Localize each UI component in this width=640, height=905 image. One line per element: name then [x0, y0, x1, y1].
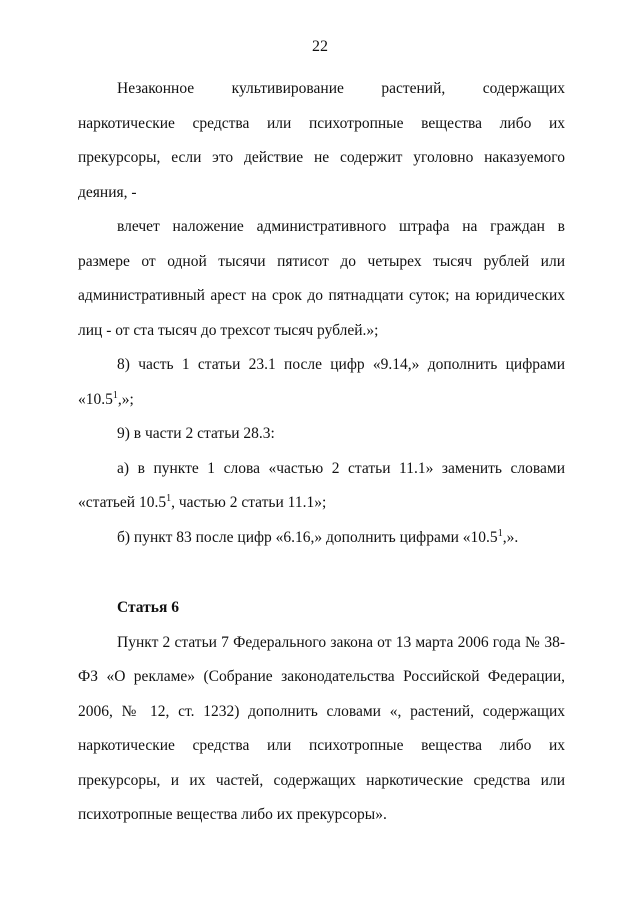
item-8-superscript: 1 [112, 389, 118, 401]
paragraph-offense-definition: Незаконное культивирование растений, содержащих наркотические средства или психотропные вещества либо их прекурсоры, если это действие не содержит уголовно наказуемого деяния, - [78, 80, 565, 201]
item-8-text: 8) часть 1 статьи 23.1 после цифр «9.14,» дополнить цифрами «10.5 [78, 356, 565, 408]
subitem-b-text: б) пункт 83 после цифр «6.16,» дополнить цифрами «10.5 [117, 528, 498, 546]
article-heading: Статья 6 [117, 599, 179, 616]
subitem-a-text-end: , частью 2 статьи 11.1»; [171, 494, 327, 511]
subitem-b-text-end: ,». [502, 528, 519, 546]
subitem-a-text: а) в пункте 1 слова «частью 2 статьи 11.1» заменить словами «статьей 10.5 [78, 459, 565, 511]
paragraph-penalty: влечет наложение административного штрафа на граждан в размере от одной тысячи пятисот до четырех тысяч рублей или административный арест на срок до пятнадцати суток; на юридических лиц - от ста тысяч до трехсот тысяч рублей.»; [78, 218, 565, 339]
section-spacer [78, 555, 565, 591]
subitem-a-superscript: 1 [166, 493, 172, 504]
paragraph-subitem-a [78, 452, 565, 521]
item-8-text-end: ,»; [117, 390, 134, 408]
paragraph-item-9: 9) в части 2 статьи 28.3: [117, 425, 275, 442]
document-body [78, 72, 565, 833]
page-number: 22 [312, 38, 328, 55]
paragraph-subitem-b [78, 521, 565, 556]
paragraph-article-6: Пункт 2 статьи 7 Федерального закона от 13 марта 2006 года № 38-ФЗ «О рекламе» (Собрание законодательства Российской Федерации, 2006, № 12, ст. 1232) дополнить словами «, растений, содержащих наркотические средства или психотропные вещества либо их прекурсоры, и их частей, содержащих наркотические средства или психотропные вещества либо их прекурсоры». [78, 633, 565, 823]
paragraph-item-8 [78, 348, 565, 417]
subitem-b-superscript: 1 [497, 527, 503, 539]
